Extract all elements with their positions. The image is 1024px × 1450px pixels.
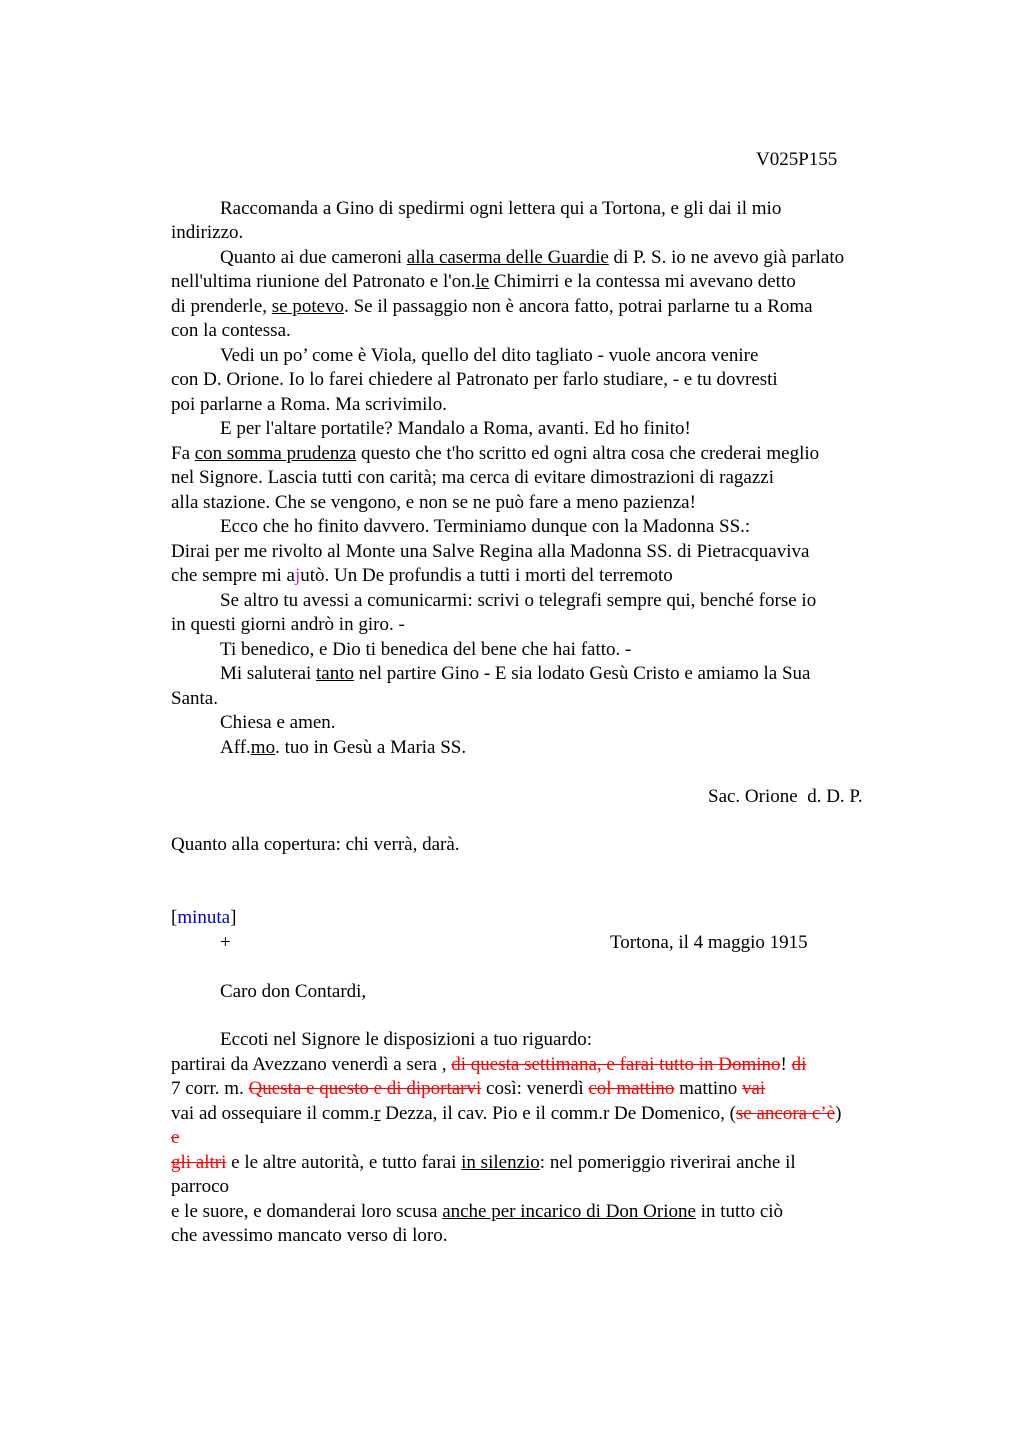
text-span: mattino <box>674 1078 742 1099</box>
text-span: : nel pomeriggio riverirai anche il <box>539 1152 796 1173</box>
text-span: di prenderle, <box>171 296 272 317</box>
deleted-text: Questa e questo e di diportarvi <box>248 1078 482 1099</box>
text-span: ! <box>780 1054 792 1075</box>
underlined-text: con somma prudenza <box>194 443 357 464</box>
text-line: parroco <box>171 1176 230 1197</box>
text-span: in tutto ciò <box>695 1201 784 1222</box>
text-span: nel partire Gino - E sia lodato Gesù Cristo e amiamo la Sua <box>354 663 811 684</box>
text-line <box>171 566 673 585</box>
bracket: ] <box>230 907 237 928</box>
text-line: Dirai per me rivolto al Monte una Salve Regina alla Madonna SS. di Pietracquaviva <box>171 541 810 562</box>
text-line <box>220 664 810 683</box>
text-line: con D. Orione. Io lo farei chiedere al Patronato per farlo studiare, - e tu dovresti <box>171 369 778 390</box>
text-line <box>171 1104 841 1123</box>
correction-letter: j <box>294 565 301 586</box>
text-line <box>171 1055 806 1074</box>
text-span: Dezza, il cav. Pio e il comm.r De Domenico, ( <box>380 1103 736 1124</box>
text-span: Aff. <box>220 737 251 758</box>
text-line: Raccomanda a Gino di spedirmi ogni lettera qui a Tortona, e gli dai il mio <box>220 198 782 219</box>
text-line: Se altro tu avessi a comunicarmi: scrivi o telegrafi sempre qui, benché forse io <box>220 590 817 611</box>
text-line: Ecco che ho finito davvero. Terminiamo dunque con la Madonna SS.: <box>220 516 751 537</box>
text-span: nell'ultima riunione del Patronato e l'on. <box>171 271 476 292</box>
editorial-note <box>171 908 236 927</box>
text-line <box>171 272 796 291</box>
deleted-text: e <box>171 1127 180 1148</box>
text-line <box>171 1128 179 1147</box>
text-span: Mi saluterai <box>220 663 317 684</box>
text-line: con la contessa. <box>171 320 291 341</box>
signature: Sac. Orione d. D. P. <box>708 786 863 807</box>
text-span: questo che t'ho scritto ed ogni altra cosa che crederai meglio <box>356 443 820 464</box>
text-line <box>171 1079 765 1098</box>
underlined-text: mo <box>250 737 276 758</box>
text-span: e le altre autorità, e tutto farai <box>226 1152 462 1173</box>
text-line: alla stazione. Che se vengono, e non se ne può fare a meno pazienza! <box>171 492 696 513</box>
underlined-text: anche per incarico di Don Orione <box>442 1201 696 1222</box>
text-line: nel Signore. Lascia tutti con carità; ma cerca di evitare dimostrazioni di ragazzi <box>171 467 774 488</box>
text-span: ) <box>835 1103 842 1124</box>
deleted-text: di <box>791 1054 807 1075</box>
text-line: che avessimo mancato verso di loro. <box>171 1225 448 1246</box>
greeting: Caro don Contardi, <box>220 981 367 1002</box>
underlined-text: tanto <box>316 663 355 684</box>
text-span: di P. S. io ne avevo già parlato <box>608 247 845 268</box>
text-line: E per l'altare portatile? Mandalo a Roma, avanti. Ed ho finito! <box>220 418 691 439</box>
deleted-text: gli altri <box>171 1152 227 1173</box>
text-line: Vedi un po’ come è Viola, quello del dito tagliato - vuole ancora venire <box>220 345 759 366</box>
place-date: Tortona, il 4 maggio 1915 <box>610 932 808 953</box>
text-line <box>171 297 813 316</box>
underlined-text: se potevo <box>271 296 345 317</box>
deleted-text: se ancora c’è <box>735 1103 836 1124</box>
text-line: poi parlarne a Roma. Ma scrivimilo. <box>171 394 447 415</box>
text-line: Chiesa e amen. <box>220 712 336 733</box>
bracket: [ <box>171 907 178 928</box>
text-line: in questi giorni andrò in giro. - <box>171 614 405 635</box>
underlined-text: in silenzio <box>461 1152 540 1173</box>
text-span: 7 corr. m. <box>171 1078 249 1099</box>
text-line <box>220 248 844 267</box>
underlined-text: le <box>475 271 490 292</box>
page-id: V025P155 <box>756 149 838 170</box>
text-span: Quanto ai due cameroni <box>220 247 407 268</box>
underlined-text: alla caserma delle Guardie <box>406 247 609 268</box>
text-span: . tuo in Gesù a Maria SS. <box>275 737 467 758</box>
text-span: Fa <box>171 443 195 464</box>
text-line <box>171 1202 783 1221</box>
text-line: Santa. <box>171 688 218 709</box>
text-span: . Se il passaggio non è ancora fatto, potrai parlarne tu a Roma <box>344 296 813 317</box>
text-line <box>171 444 819 463</box>
text-line: indirizzo. <box>171 222 244 243</box>
text-span: Chimirri e la contessa mi avevano detto <box>489 271 796 292</box>
minuta-label: minuta <box>177 907 231 928</box>
text-span: e le suore, e domanderai loro scusa <box>171 1201 443 1222</box>
text-line: Eccoti nel Signore le disposizioni a tuo riguardo: <box>220 1029 593 1050</box>
text-span: utò. Un De profundis a tutti i morti del terremoto <box>300 565 673 586</box>
text-line <box>171 1153 796 1172</box>
postscript: Quanto alla copertura: chi verrà, darà. <box>171 834 460 855</box>
deleted-text: vai <box>741 1078 766 1099</box>
deleted-text: col mattino <box>588 1078 675 1099</box>
deleted-text: di questa settimana, e farai tutto in Domino <box>451 1054 781 1075</box>
text-span: partirai da Avezzano venerdì a sera , <box>171 1054 452 1075</box>
underlined-text: r <box>374 1103 381 1124</box>
text-span: così: venerdì <box>481 1078 589 1099</box>
text-line: Ti benedico, e Dio ti benedica del bene che hai fatto. - <box>220 639 632 660</box>
text-span: che sempre mi a <box>171 565 295 586</box>
cross-symbol: + <box>220 932 231 953</box>
text-line <box>220 738 466 757</box>
text-span: vai ad ossequiare il comm. <box>171 1103 375 1124</box>
